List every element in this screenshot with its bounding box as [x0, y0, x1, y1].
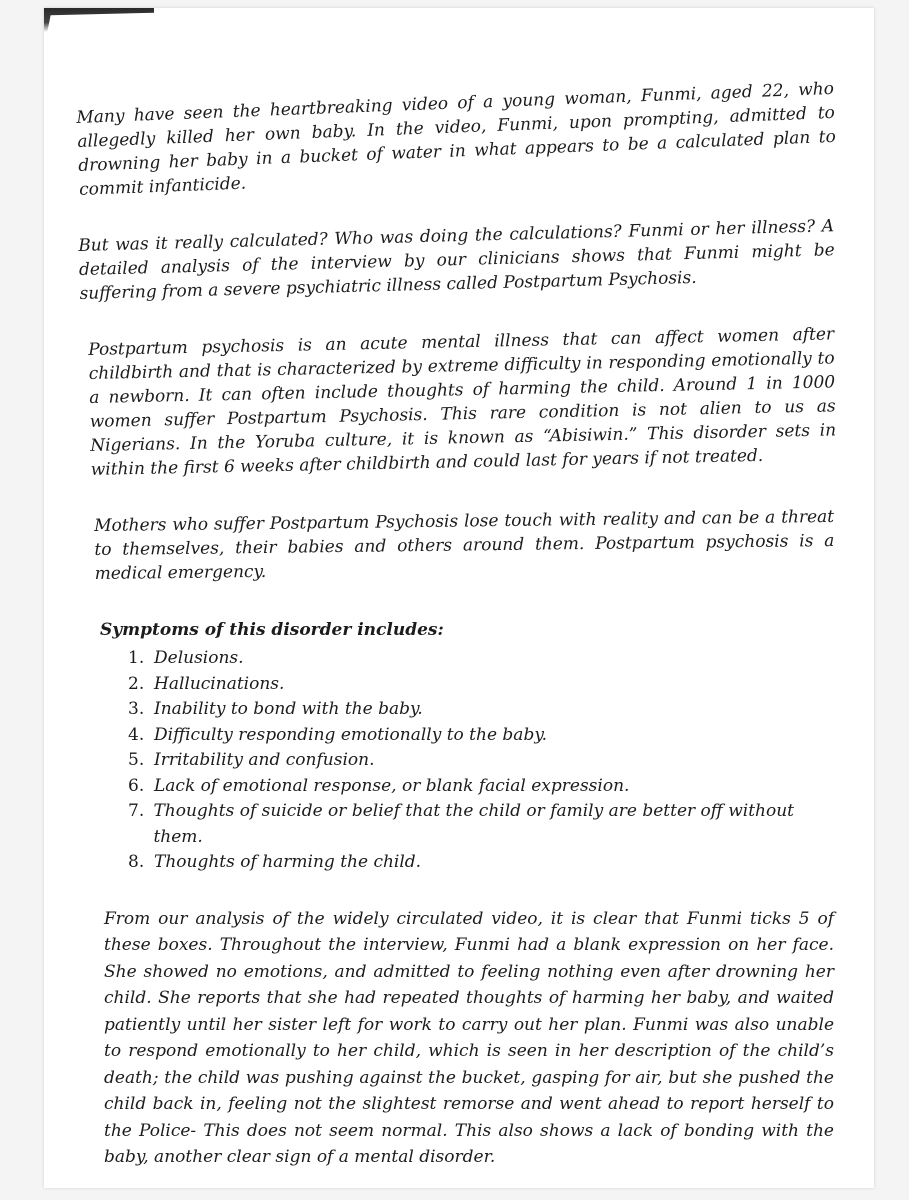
- document-page: [44, 8, 874, 1188]
- symptom-number: 8.: [128, 852, 145, 872]
- symptom-number: 7.: [128, 801, 145, 821]
- symptom-item: [128, 799, 834, 850]
- paragraph-intro: Many have seen the heartbreaking video of a young woman, Funmi, aged 22, who allegedly killed her own baby. In the video, Funmi, upon prompting, admitted to drowning her baby in a bucket of water in what appears to be a calculated plan to commit infanticide.: [76, 78, 837, 200]
- symptom-item: [128, 723, 834, 749]
- symptom-number: 3.: [128, 699, 145, 719]
- symptom-item: [128, 748, 834, 774]
- symptom-number: 5.: [128, 750, 145, 770]
- symptom-item: [128, 672, 834, 698]
- paragraph-emergency: Mothers who suffer Postpartum Psychosis lose touch with reality and can be a threat to themselves, their babies and others around them. Postpartum psychosis is a medical emergency.: [94, 506, 835, 584]
- symptom-number: 1.: [128, 648, 145, 668]
- symptom-item: [128, 646, 834, 672]
- symptom-text: Delusions.: [154, 648, 244, 668]
- symptom-number: 4.: [128, 724, 145, 745]
- symptoms-list: [100, 646, 834, 876]
- paragraph-analysis: From our analysis of the widely circulated video, it is clear that Funmi ticks 5 of these boxes. Throughout the interview, Funmi had a blank expression on her face. She showed no emotions, and admitted to feeling nothing even after drowning her child. She reports that she had repeated thoughts of harming her baby, and waited patiently until her sister left for work to carry out her plan. Funmi was also unable to respond emotionally to her child, which is seen in her description of the child’s death; the child was pushing against the bucket, gasping for air, but she pushed the child back in, feeling not the slightest remorse and went ahead to report herself to the Police- This does not seem normal. This also shows a lack of bonding with the baby, another clear sign of a mental disorder.: [104, 908, 834, 1167]
- symptom-text: Lack of emotional response, or blank facial expression.: [154, 775, 630, 796]
- symptom-text: Difficulty responding emotionally to the baby.: [154, 724, 548, 745]
- symptom-text: Thoughts of harming the child.: [154, 852, 422, 872]
- symptom-item: [128, 697, 834, 723]
- page-corner-shadow: [44, 8, 154, 32]
- symptom-item: [128, 774, 834, 800]
- symptom-text: Irritability and confusion.: [154, 750, 375, 770]
- symptoms-section: [100, 618, 834, 876]
- paragraph-definition: Postpartum psychosis is an acute mental illness that can affect women after childbirth and that is characterized by extreme difficulty in responding emotionally to a newborn. It can often include thoughts of harming the child. Around 1 in 1000 women suffer Postpartum Psychosis. This rare condition is not alien to us as Nigerians. In the Yoruba culture, it is known as “Abisiwin.” This disorder sets in within the first 6 weeks after childbirth and could last for years if not treated.: [88, 324, 837, 480]
- symptom-number: 6.: [128, 775, 145, 796]
- paragraph-question: But was it really calculated? Who was doing the calculations? Funmi or her illness? A detailed analysis of the interview by our clinicians shows that Funmi might be suffering from a severe psychiatric illness called Postpartum Psychosis.: [78, 216, 835, 304]
- symptoms-heading: Symptoms of this disorder includes:: [100, 620, 444, 640]
- symptom-item: [128, 850, 834, 876]
- symptom-text: Thoughts of suicide or belief that the child or family are better off without them.: [153, 801, 795, 847]
- symptom-text: Hallucinations.: [154, 673, 285, 694]
- document-body: [74, 78, 837, 1188]
- symptom-text: Inability to bond with the baby.: [154, 699, 423, 719]
- symptom-number: 2.: [128, 673, 145, 694]
